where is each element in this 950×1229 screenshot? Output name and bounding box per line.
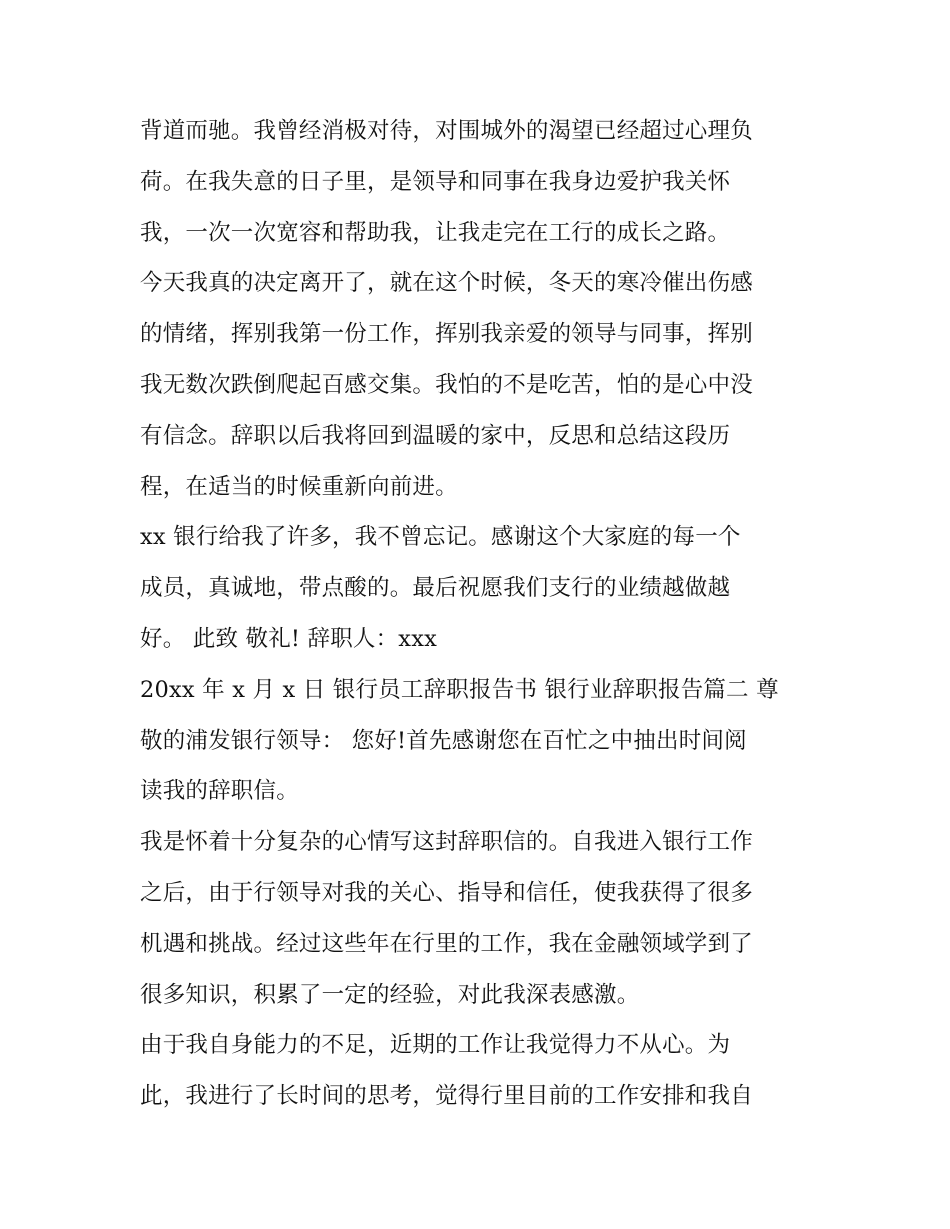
- text-line-2: 荷。在我失意的日子里，是领导和同事在我身边爱护我关怀: [140, 168, 731, 195]
- text-line-6: 我无数次跌倒爬起百感交集。我怕的不是吃苦，怕的是心中没: [140, 371, 753, 398]
- text-line-18: 很多知识，积累了一定的经验，对此我深表感激。: [140, 981, 640, 1008]
- text-line-17: 机遇和挑战。经过这些年在行里的工作，我在金融领域学到了: [140, 930, 753, 957]
- text-line-3: 我，一次一次宽容和帮助我，让我走完在工行的成长之路。: [140, 219, 731, 246]
- text-line-5: 的情绪，挥别我第一份工作，挥别我亲爱的领导与同事，挥别: [140, 321, 753, 348]
- text-line-14: 读我的辞职信。: [140, 778, 299, 805]
- text-line-1: 背道而驰。我曾经消极对待，对围城外的渴望已经超过心理负: [140, 118, 753, 144]
- text-line-7: 有信念。辞职以后我将回到温暖的家中，反思和总结这段历: [140, 422, 731, 449]
- text-line-11: 好。 此致 敬礼! 辞职人：xxx: [140, 625, 437, 652]
- text-line-12: 20xx 年 x 月 x 日 银行员工辞职报告书 银行业辞职报告篇二 尊: [140, 676, 779, 703]
- text-line-19: 由于我自身能力的不足，近期的工作让我觉得力不从心。为: [140, 1032, 731, 1059]
- text-line-16: 之后，由于行领导对我的关心、指导和信任，使我获得了很多: [140, 879, 753, 906]
- text-line-9: xx 银行给我了许多，我不曾忘记。感谢这个大家庭的每一个: [140, 524, 741, 551]
- document-body: [140, 106, 830, 1122]
- text-line-10: 成员，真诚地，带点酸的。最后祝愿我们支行的业绩越做越: [140, 575, 731, 602]
- text-line-8: 程，在适当的时候重新向前进。: [140, 473, 458, 500]
- text-line-20: 此，我进行了长时间的思考，觉得行里目前的工作安排和我自: [140, 1083, 753, 1110]
- text-line-15: 我是怀着十分复杂的心情写这封辞职信的。自我进入银行工作: [140, 829, 753, 856]
- text-line-4: 今天我真的决定离开了，就在这个时候，冬天的寒冷催出伤感: [140, 270, 753, 297]
- text-line-13: 敬的浦发银行领导： 您好!首先感谢您在百忙之中抽出时间阅: [140, 727, 747, 754]
